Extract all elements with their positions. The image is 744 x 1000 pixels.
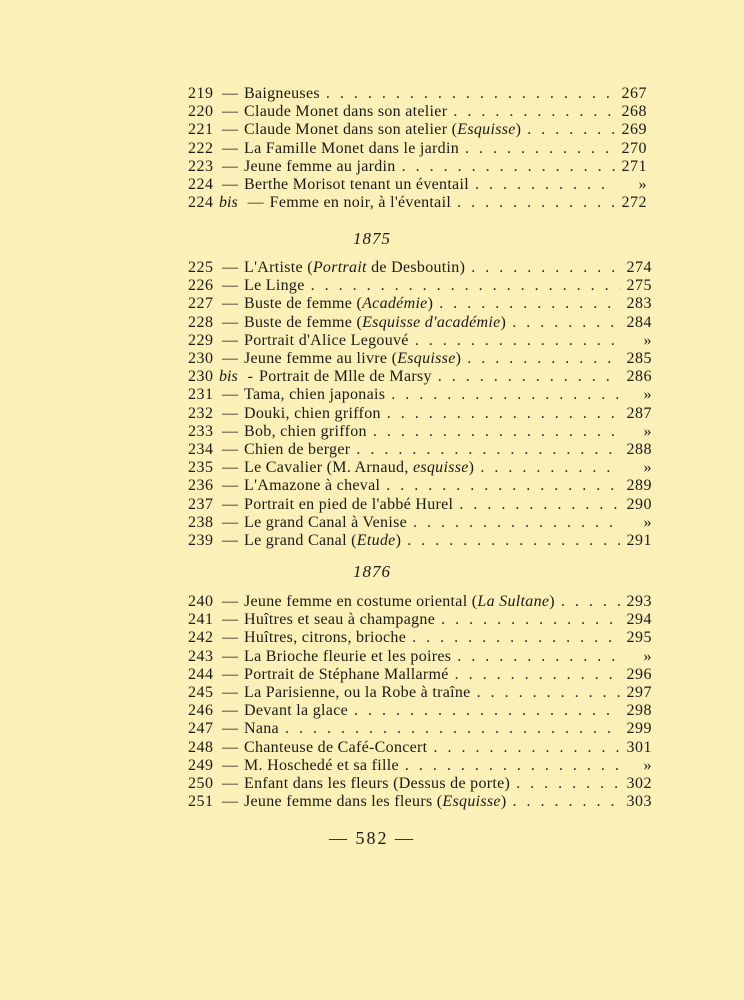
entry-separator: — (222, 121, 238, 139)
catalogue-entry (188, 404, 652, 424)
entry-title (244, 628, 406, 648)
entry-page: 275 (626, 277, 652, 295)
leader-dots (356, 440, 620, 460)
entry-title (244, 313, 506, 333)
catalogue-entry (188, 531, 652, 551)
entry-title-text: ) (515, 121, 522, 139)
entry-page: 286 (626, 368, 652, 386)
entry-page: 301 (626, 738, 652, 756)
entry-number: 232 (188, 404, 214, 422)
entry-page: 296 (626, 665, 652, 683)
entry-number: 244 (188, 665, 214, 683)
entry-separator: — (222, 259, 238, 276)
entry-title (244, 349, 461, 369)
entry-title-text: Devant la glace (244, 702, 348, 720)
entry-page: 290 (626, 495, 652, 513)
entry-title-text: Claude Monet dans son atelier (244, 103, 448, 121)
entry-page: 271 (621, 157, 647, 175)
leader-dots (467, 349, 620, 369)
year-heading: 1876 (353, 562, 391, 581)
catalogue-entry (188, 440, 652, 460)
entry-number: 223 (188, 157, 214, 175)
entry-page: 291 (626, 532, 652, 549)
entry-separator: — (222, 611, 238, 629)
entry-title (244, 701, 348, 721)
catalogue-entry (188, 592, 652, 612)
leader-dots (471, 258, 620, 278)
entry-title-text: La Brioche fleurie et les poires (244, 647, 452, 665)
entry-number: 236 (188, 477, 214, 495)
entry-page: » (643, 513, 652, 531)
catalogue-entry (188, 756, 652, 776)
leader-dots (415, 331, 620, 351)
entry-title (244, 385, 385, 405)
entry-separator: — (222, 684, 238, 701)
entry-page: 268 (621, 103, 647, 121)
entry-separator: — (222, 441, 238, 458)
entry-separator: — (222, 176, 238, 193)
entry-title-text: Chanteuse de Café-Concert (244, 738, 428, 756)
entry-page: 294 (626, 611, 652, 629)
entry-title-text: ) (395, 532, 402, 549)
entry-title (270, 193, 451, 213)
leader-dots (459, 495, 620, 515)
entry-title (244, 422, 367, 442)
entry-number: 226 (188, 277, 214, 295)
entry-separator: — (222, 350, 238, 367)
entry-title-text: Le grand Canal ( (244, 532, 357, 549)
entry-page: 285 (626, 350, 652, 367)
leader-dots (354, 701, 620, 721)
leader-dots (387, 404, 620, 424)
entry-separator: — (222, 85, 238, 102)
entry-title-text: La Parisienne, ou la Robe à traîne (244, 684, 471, 701)
entry-title-italic: Esquisse (397, 350, 456, 367)
leader-dots (527, 120, 615, 140)
entry-title (244, 476, 380, 496)
entry-title-text: Berthe Morisot tenant un éventail (244, 176, 469, 193)
entry-title-text: Bob, chien griffon (244, 422, 367, 440)
catalogue-entry (188, 294, 652, 314)
entry-number: 243 (188, 647, 214, 665)
entry-title-text: Buste de femme ( (244, 313, 363, 331)
entry-number: 231 (188, 386, 214, 404)
catalogue-entry (188, 175, 647, 195)
entry-page: 288 (626, 441, 652, 458)
entry-title-text: M. Hoschedé et sa fille (244, 756, 399, 774)
leader-dots (480, 458, 620, 478)
entry-separator: — (222, 157, 238, 175)
entry-title (244, 404, 381, 424)
catalogue-entry (188, 628, 652, 648)
entry-separator: — (222, 295, 238, 313)
leader-dots (433, 738, 620, 758)
entry-number: 250 (188, 775, 214, 792)
entry-title-italic: Esquisse d'académie (362, 313, 501, 331)
entry-title-italic: La Sultane (477, 593, 550, 610)
entry-title-text: ) (549, 593, 555, 610)
catalogue-entry (188, 157, 647, 177)
entry-page: 267 (621, 85, 647, 102)
entry-page: 272 (621, 194, 647, 212)
entry-number: 230 (188, 350, 214, 367)
catalogue-entry (188, 719, 652, 739)
entry-number: 224 (188, 176, 214, 193)
entry-title (244, 719, 279, 739)
entry-title (244, 120, 521, 140)
entry-title-text: Jeune femme dans les fleurs ( (244, 793, 443, 811)
entry-title (244, 258, 465, 278)
entry-title (244, 756, 399, 776)
entry-title-text: ) (500, 313, 507, 331)
entry-separator: — (222, 422, 238, 440)
catalogue-entry (188, 139, 647, 159)
leader-dots (285, 719, 620, 739)
entry-title-italic: Esquisse (442, 793, 501, 811)
entry-title-text: ) (427, 295, 434, 313)
catalogue-entry (188, 458, 652, 478)
entry-number: 233 (188, 422, 214, 440)
entry-title (244, 139, 459, 159)
entry-title-italic: Académie (362, 295, 428, 313)
catalogue-entry (188, 193, 647, 213)
catalogue-entry (188, 84, 647, 104)
leader-dots (457, 193, 615, 213)
entry-title (244, 665, 449, 685)
entry-page: 298 (626, 702, 652, 720)
entry-separator: — (222, 629, 238, 647)
entry-title-text: Claude Monet dans son atelier ( (244, 121, 458, 139)
entry-number: 229 (188, 331, 214, 349)
entry-page: 297 (626, 684, 652, 701)
leader-dots (438, 367, 620, 387)
entry-separator: — (222, 702, 238, 720)
entry-title (244, 102, 447, 122)
entry-title-text: Chien de berger (244, 441, 351, 458)
entry-title-italic: esquisse (412, 459, 469, 477)
entry-separator: — (222, 277, 238, 295)
entry-title-italic: Etude (356, 532, 396, 549)
entry-page: » (643, 386, 652, 404)
catalogue-entry (188, 513, 652, 533)
entry-title-text: Buste de femme ( (244, 295, 363, 313)
entry-number: 225 (188, 259, 214, 276)
entry-number: 249 (188, 756, 214, 774)
entry-number: 224 (188, 194, 214, 212)
entry-title-text: ) (468, 459, 475, 477)
entry-page: 289 (626, 477, 652, 495)
entry-number: 227 (188, 295, 214, 313)
entry-separator: — (222, 459, 238, 477)
entry-page: » (643, 756, 652, 774)
entry-title-text: Huîtres et seau à champagne (244, 611, 436, 629)
entry-number: 242 (188, 629, 214, 647)
entry-separator: — (222, 775, 238, 792)
leader-dots (457, 647, 620, 667)
catalogue-entry (188, 367, 652, 387)
catalogue-entry (188, 610, 652, 630)
entry-page: 283 (626, 295, 652, 313)
entry-page: 284 (626, 313, 652, 331)
catalogue-entry (188, 422, 652, 442)
catalogue-entry (188, 792, 652, 812)
entry-page: 299 (626, 720, 652, 738)
entry-separator: — (222, 593, 238, 610)
catalogue-entry (188, 683, 652, 703)
entry-title-text: Baigneuses (244, 85, 320, 102)
entry-separator: — (222, 404, 238, 422)
entry-number: 219 (188, 85, 214, 102)
entry-title-italic: Esquisse (457, 121, 516, 139)
entry-separator: — (222, 331, 238, 349)
entry-title-italic: Portrait (312, 259, 367, 276)
entry-separator: — (222, 532, 238, 549)
catalogue-entry (188, 476, 652, 496)
entry-separator: — (222, 665, 238, 683)
entry-title-text: Nana (244, 720, 279, 738)
leader-dots (516, 774, 620, 794)
entry-page: 302 (626, 775, 652, 792)
entry-title (244, 683, 471, 703)
leader-dots (441, 610, 620, 630)
catalogue-entry (188, 102, 647, 122)
entry-page: 303 (626, 793, 652, 811)
leader-dots (391, 385, 620, 405)
entry-page: 274 (626, 259, 652, 276)
entry-title (244, 276, 305, 296)
entry-number: 221 (188, 121, 214, 139)
entry-title-text: L'Artiste ( (244, 259, 313, 276)
entry-title-text: Tama, chien japonais (244, 386, 386, 404)
catalogue-entry (188, 276, 652, 296)
entry-title-text: Femme en noir, à l'éventail (269, 194, 452, 212)
entry-title (259, 367, 432, 387)
entry-title (244, 495, 453, 515)
entry-title (244, 592, 555, 612)
entry-title (244, 738, 427, 758)
leader-dots (402, 157, 615, 177)
leader-dots (405, 756, 620, 776)
entry-number: 220 (188, 103, 214, 121)
entry-separator: — (222, 495, 238, 513)
page-number: — 582 — (329, 828, 415, 848)
entry-title (244, 157, 396, 177)
leader-dots (407, 531, 620, 551)
leader-dots (453, 102, 615, 122)
year-heading: 1875 (353, 229, 391, 248)
entry-title (244, 774, 510, 794)
entry-number: 222 (188, 139, 214, 157)
entry-number: 247 (188, 720, 214, 738)
entry-number: 234 (188, 441, 214, 458)
entry-number: 237 (188, 495, 214, 513)
entry-page: » (643, 459, 652, 477)
entry-title (244, 84, 320, 104)
entry-separator: — (222, 720, 238, 738)
entry-number: 246 (188, 702, 214, 720)
entry-page: 287 (626, 404, 652, 422)
entry-separator: — (222, 756, 238, 774)
entry-separator: — (222, 738, 238, 756)
leader-dots (413, 513, 620, 533)
leader-dots (465, 139, 615, 159)
entry-page: » (643, 331, 652, 349)
entry-title-text: Portrait de Mlle de Marsy (259, 368, 432, 386)
entry-title-text: La Famille Monet dans le jardin (244, 139, 460, 157)
catalogue-entry (188, 258, 652, 278)
entry-page: » (638, 176, 647, 193)
leader-dots (439, 294, 620, 314)
entry-title (244, 610, 435, 630)
entry-separator: — (222, 477, 238, 495)
entry-bis: bis (219, 368, 238, 386)
entry-page: » (643, 647, 652, 665)
leader-dots (512, 792, 620, 812)
entry-title-text: Enfant dans les fleurs (Dessus de porte) (244, 775, 511, 792)
entry-number: 251 (188, 793, 214, 811)
entry-title-text: Huîtres, citrons, brioche (244, 629, 407, 647)
leader-dots (475, 175, 615, 195)
entry-title (244, 458, 474, 478)
entry-title-text: Jeune femme au jardin (244, 157, 396, 175)
entry-number: 245 (188, 684, 214, 701)
catalogue-entry (188, 331, 652, 351)
catalogue-entry (188, 701, 652, 721)
catalogue-entry (188, 313, 652, 333)
entry-title-text: Jeune femme au livre ( (244, 350, 398, 367)
entry-page: 293 (626, 593, 652, 610)
entry-separator: — (222, 793, 238, 811)
entry-title-text: de Desboutin) (366, 259, 466, 276)
entry-page: 295 (626, 629, 652, 647)
entry-number: 248 (188, 738, 214, 756)
entry-title (244, 513, 407, 533)
leader-dots (477, 683, 620, 703)
leader-dots (512, 313, 620, 333)
entry-number: 228 (188, 313, 214, 331)
entry-number: 235 (188, 459, 214, 477)
catalogue-entry (188, 665, 652, 685)
entry-title-text: ) (455, 350, 462, 367)
entry-bis: bis (219, 194, 238, 212)
entry-separator: — (222, 139, 238, 157)
entry-title-text: Jeune femme en costume oriental ( (244, 593, 478, 610)
catalogue-entry (188, 120, 647, 140)
entry-page: » (643, 422, 652, 440)
entry-title-text: L'Amazone à cheval (244, 477, 381, 495)
entry-title-text: Le grand Canal à Venise (244, 513, 407, 531)
entry-title-text: Le Cavalier (M. Arnaud, (244, 459, 413, 477)
leader-dots (311, 276, 620, 296)
catalogue-entry (188, 774, 652, 794)
entry-title-text: Douki, chien griffon (244, 404, 381, 422)
entry-separator: — (247, 194, 264, 212)
entry-title (244, 792, 506, 812)
entry-page: 269 (621, 121, 647, 139)
leader-dots (455, 665, 620, 685)
leader-dots (373, 422, 620, 442)
entry-page: 270 (621, 139, 647, 157)
entry-number: 239 (188, 532, 214, 549)
entry-separator: — (222, 386, 238, 404)
entry-title-text: Portrait d'Alice Legouvé (244, 331, 409, 349)
leader-dots (386, 476, 620, 496)
entry-title-text: Le Linge (244, 277, 305, 295)
entry-separator: - (247, 368, 253, 386)
entry-title (244, 331, 409, 351)
entry-title (244, 531, 401, 551)
leader-dots (326, 84, 615, 104)
catalogue-entry (188, 738, 652, 758)
entry-title (244, 294, 433, 314)
leader-dots (412, 628, 620, 648)
entry-title (244, 440, 350, 460)
entry-title (244, 175, 469, 195)
catalogue-entry (188, 647, 652, 667)
entry-number: 241 (188, 611, 214, 629)
catalogue-entry (188, 495, 652, 515)
entry-number: 230 (188, 368, 214, 386)
leader-dots (561, 592, 620, 612)
entry-separator: — (222, 647, 238, 665)
entry-number: 240 (188, 593, 214, 610)
entry-separator: — (222, 513, 238, 531)
catalogue-entry (188, 349, 652, 369)
catalogue-entry (188, 385, 652, 405)
entry-title-text: ) (500, 793, 507, 811)
entry-title-text: Portrait de Stéphane Mallarmé (244, 665, 449, 683)
entry-title (244, 647, 451, 667)
entry-title-text: Portrait en pied de l'abbé Hurel (244, 495, 454, 513)
entry-number: 238 (188, 513, 214, 531)
entry-separator: — (222, 313, 238, 331)
entry-separator: — (222, 103, 238, 121)
